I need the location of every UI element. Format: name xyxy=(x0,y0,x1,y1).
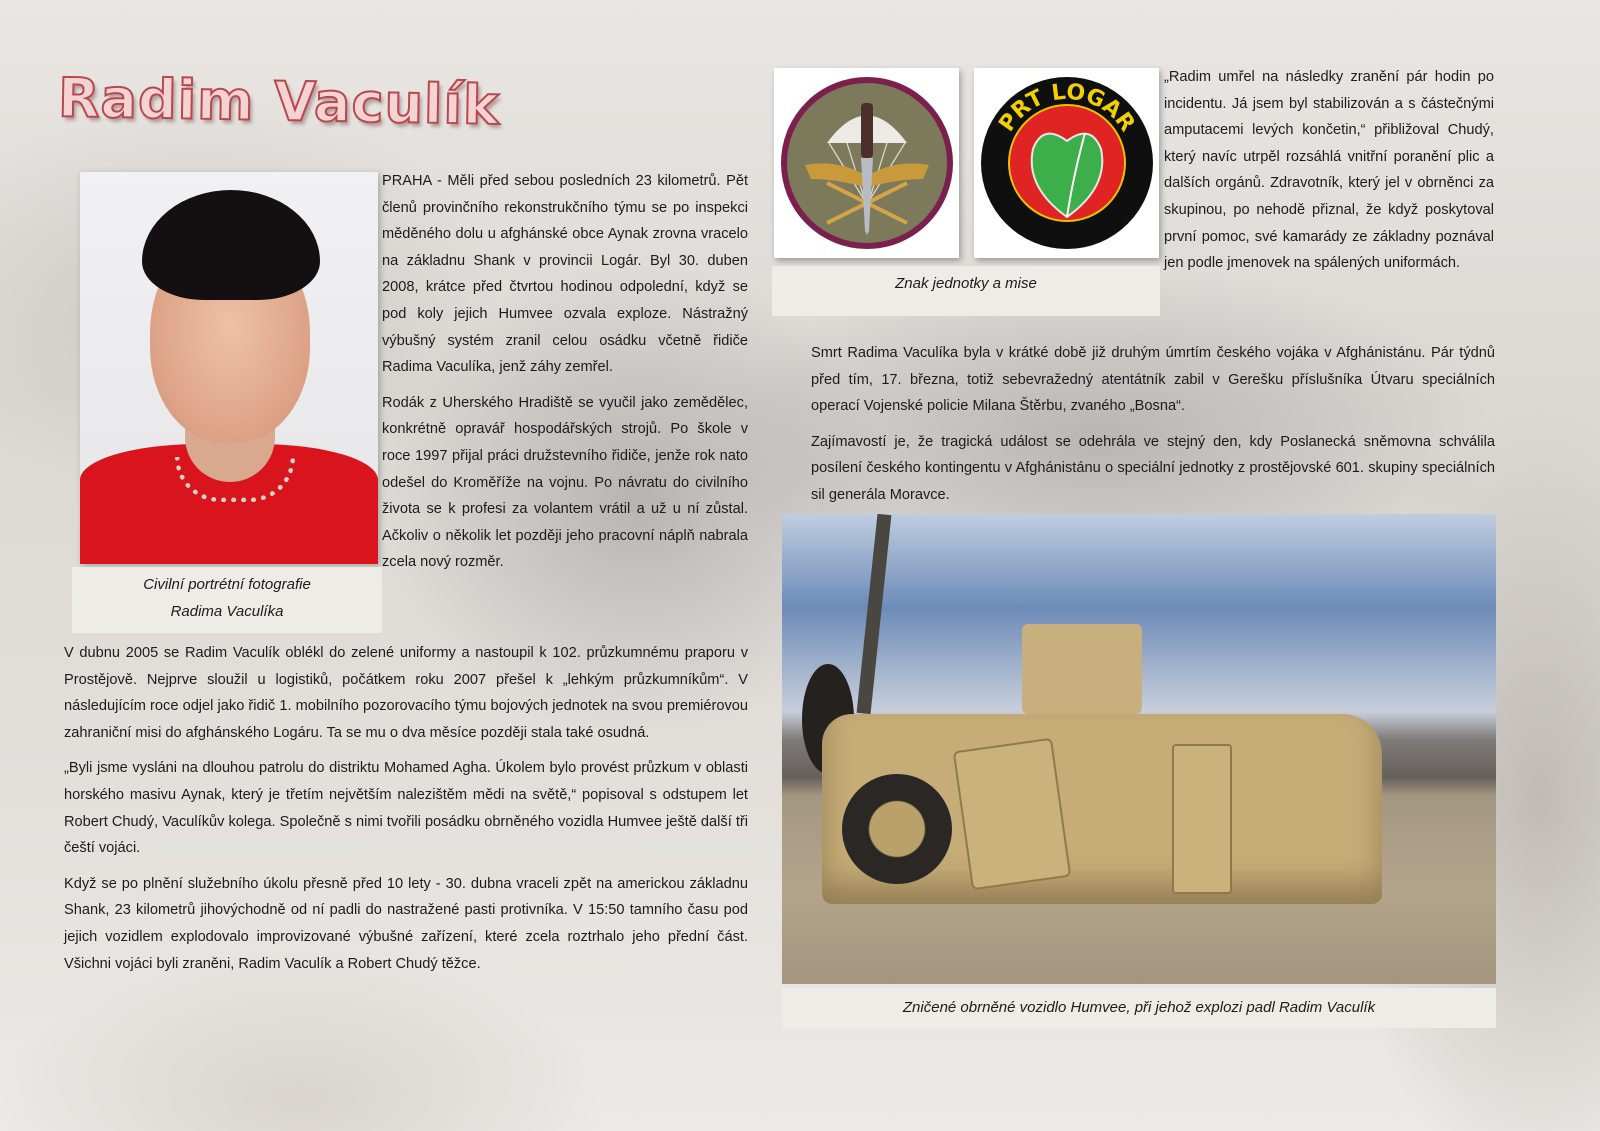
paragraph: PRAHA - Měli před sebou posledních 23 kilometrů. Pět členů provinčního rekonstrukčního týmu se po inspekci měděného dolu u afghánské obce Aynak zrovna vracelo na základnu Shank v provincii Logár. Byl 30. duben 2008, krátce před čtvrtou hodinou odpolední, když se pod koly jejich Humvee ozvala exploze. Nástražný výbušný systém zranil celou osádku včetně řidiče Radima Vaculíka, jenž záhy zemřel. xyxy=(382,173,748,376)
article-column-c xyxy=(1164,64,1494,286)
paragraph: Smrt Radima Vaculíka byla v krátké době již druhým úmrtím českého vojáka v Afghánistánu. Pár týdnů před tím, 17. března, totiž sebevražedný atentátník zabil v Gerešku příslušníka Útvaru speciálních operací Vojenské policie Milana Štěrbu, zvaného „Bosna“. xyxy=(811,345,1495,415)
paragraph: V dubnu 2005 se Radim Vaculík oblékl do zelené uniformy a nastoupil k 102. průzkumnému praporu v Prostějově. Nejprve sloužil u logistiků, počátkem roku 2007 přešel k „lehkým průzkumníkům“. V následujícím roce odjel jako řidič 1. mobilního pozorovacího týmu bojových jednotek na svou premiérovou zahraniční misi do afghánského Logáru. Ta se mu o dva měsíce později stala také osudná. xyxy=(64,645,748,741)
humvee-turret xyxy=(1022,624,1142,714)
paragraph: „Byli jsme vysláni na dlouhou patrolu do distriktu Mohamed Agha. Úkolem bylo provést průzkum v oblasti horského masivu Aynak, který je třetím největším nalezištěm mědi na světě,“ popisoval s odstupem let Robert Chudý, Vaculíkův kolega. Společně s nimi tvořili posádku obrněného vozidla Humvee ještě další tři čeští vojáci. xyxy=(64,760,748,857)
article-column-b xyxy=(64,640,748,986)
portrait-hair xyxy=(142,190,320,300)
paratrooper-badge xyxy=(774,68,959,258)
page-title: Radim Vaculík xyxy=(57,66,501,137)
portrait-photo xyxy=(80,172,378,564)
paragraph: Rodák z Uherského Hradiště se vyučil jako zemědělec, konkrétně opravář hospodářských strojů. Po škole v roce 1997 přijal práci družstevního řidiče, jenže rok nato odešel do Kroměříže na vojnu. Po návratu do civilního života se k profesi za volantem vrátil a už u ní zůstal. Ačkoliv o několik let později jeho pracovní náplň nabrala zcela nový rozměr. xyxy=(382,394,748,571)
article-column-a xyxy=(382,168,748,585)
article-column-d xyxy=(811,340,1495,518)
badges-caption: Znak jednotky a mise xyxy=(772,266,1160,316)
paragraph: Když se po plnění služebního úkolu přesně před 10 lety - 30. dubna vraceli zpět na americkou základnu Shank, 23 kilometrů jihovýchodně od ní padli do nastražené pasti protivníka. V 15:50 tamního času pod jejich vozidlem explodovalo improvizované výbušné zařízení, které zcela roztrhalo jeho přední část. Všichni vojáci byli zraněni, Radim Vaculík a Robert Chudý těžce. xyxy=(64,875,748,972)
portrait-caption xyxy=(72,567,382,633)
humvee-antenna xyxy=(857,514,892,714)
prt-logar-badge xyxy=(974,68,1159,258)
paragraph: „Radim umřel na následky zranění pár hodin po incidentu. Já jsem byl stabilizován a s částečnými amputacemi levých končetin,“ přibližoval Chudý, který navíc utrpěl rozsáhlá vnitřní poranění plic a dalších orgánů. Zdravotník, který jel v obrněnci za skupinou, po nehodě přiznal, že když poskytoval první pomoc, své kamarády ze základny poznával jen podle jmenovek na spálených uniformách. xyxy=(1164,69,1494,272)
humvee-door xyxy=(953,738,1072,891)
paragraph: Zajímavostí je, že tragická událost se odehrála ve stejný den, kdy Poslanecká sněmovna schválila posílení českého kontingentu v Afghánistánu o speciální jednotky z prostějovské 601. skupiny speciálních sil generála Moravce. xyxy=(811,433,1495,503)
portrait-caption-line1: Civilní portrétní fotografie xyxy=(143,576,311,593)
prt-logar-text: PRT LOGAR xyxy=(993,79,1140,137)
prt-logar-patch-icon xyxy=(981,77,1153,249)
humvee-door xyxy=(1172,744,1232,894)
paratrooper-patch-icon xyxy=(781,77,953,249)
humvee-caption: Zničené obrněné vozidlo Humvee, při jehož explozi padl Radim Vaculík xyxy=(782,988,1496,1028)
portrait-caption-line2: Radima Vaculíka xyxy=(170,603,284,620)
humvee-wheel xyxy=(842,774,952,884)
destroyed-humvee-photo xyxy=(782,514,1496,984)
